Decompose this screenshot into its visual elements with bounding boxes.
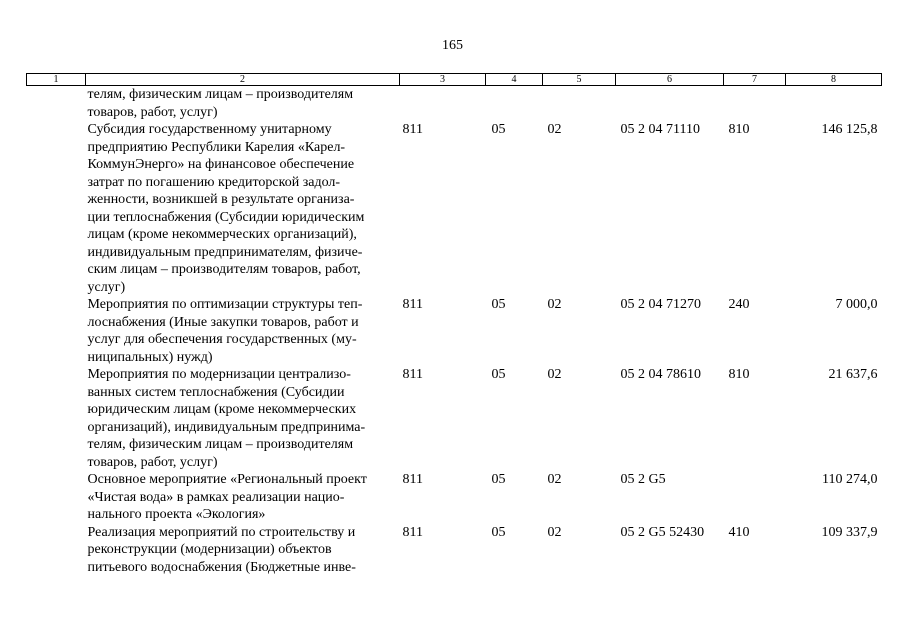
- row-name-line: Основное мероприятие «Региональный проект: [87, 472, 367, 487]
- row-name-line: телям, физическим лицам – производителям: [87, 437, 354, 452]
- row-number-cell: [27, 121, 86, 296]
- row-number-cell: [27, 86, 86, 122]
- amount-cell: 110 274,0: [822, 472, 878, 487]
- row-name-line: телям, физическим лицам – производителям: [87, 87, 354, 102]
- row-number-cell: [27, 471, 86, 524]
- header-col-5: 5: [543, 74, 616, 86]
- page-number: 165: [442, 38, 463, 53]
- row-name-line: Субсидия государственному унитарному: [87, 122, 332, 137]
- expense-type-cell: 410: [728, 524, 750, 540]
- target-article-cell: [616, 86, 724, 122]
- admin-code-cell: 811: [402, 367, 423, 382]
- amount-cell: 7 000,0: [835, 297, 878, 312]
- row-number-cell: [27, 296, 86, 366]
- header-col-8: 8: [786, 74, 882, 86]
- row-name-line: предприятию Республики Карелия «Карел-: [87, 139, 346, 155]
- section-cell: 05: [491, 524, 506, 540]
- section-cell: 05: [491, 297, 506, 312]
- row-name-line: ванных систем теплоснабжения (Субсидии: [87, 384, 345, 400]
- row-name-cell: [86, 86, 400, 122]
- admin-code-cell: 811: [402, 297, 423, 312]
- header-col-1: 1: [27, 74, 86, 86]
- table-row: [27, 524, 882, 577]
- section-cell: [486, 86, 543, 122]
- subsection-cell: 02: [547, 122, 562, 137]
- subsection-cell: 02: [547, 297, 562, 312]
- row-name-line: услуг): [87, 279, 126, 295]
- expense-type-cell: 240: [728, 297, 750, 312]
- table-header: [27, 74, 882, 86]
- target-article-cell: 05 2 G5 52430: [620, 524, 705, 540]
- admin-code-cell: [400, 86, 486, 122]
- section-cell: 05: [491, 367, 506, 382]
- target-article-cell: 05 2 04 71270: [620, 297, 701, 312]
- row-name-cell: [86, 524, 400, 577]
- header-col-2: 2: [86, 74, 400, 86]
- header-col-3: 3: [400, 74, 486, 86]
- table-row: [27, 296, 882, 366]
- row-name-line: ции теплоснабжения (Субсидии юридическим: [87, 209, 365, 225]
- row-name-line: товаров, работ, услуг): [87, 454, 218, 470]
- expense-type-cell: 810: [728, 122, 750, 137]
- amount-cell: [786, 86, 882, 122]
- section-cell: 05: [491, 122, 506, 137]
- row-name-line: питьевого водоснабжения (Бюджетные инве-: [87, 559, 356, 575]
- row-name-line: Мероприятия по модернизации централизо-: [87, 367, 351, 382]
- row-name-line: услуг для обеспечения государственных (му-: [87, 332, 357, 347]
- table-body: [27, 86, 882, 577]
- subsection-cell: 02: [547, 524, 562, 540]
- header-row: [27, 74, 882, 86]
- header-col-4: 4: [486, 74, 543, 86]
- row-name-line: организаций), индивидуальным предпринима-: [87, 419, 366, 435]
- row-name-line: женности, возникшей в результате организа-: [87, 192, 355, 207]
- row-name-line: лицам (кроме некоммерческих организаций),: [87, 227, 357, 242]
- table-row: [27, 471, 882, 524]
- table-row: [27, 121, 882, 296]
- admin-code-cell: 811: [402, 524, 423, 540]
- row-name-line: ниципальных) нужд): [87, 349, 213, 365]
- row-name-line: лоснабжения (Иные закупки товаров, работ и: [87, 314, 359, 330]
- row-name-line: товаров, работ, услуг): [87, 104, 218, 120]
- target-article-cell: 05 2 G5: [620, 472, 666, 487]
- row-name-cell: [86, 471, 400, 524]
- expense-type-cell: 810: [728, 367, 750, 382]
- table-row: [27, 86, 882, 122]
- row-name-line: КоммунЭнерго» на финансовое обеспечение: [87, 157, 355, 172]
- expense-type-cell: [724, 86, 786, 122]
- row-name-line: ским лицам – производителям товаров, работ,: [87, 262, 361, 277]
- section-cell: 05: [491, 472, 506, 487]
- row-name-cell: [86, 366, 400, 471]
- amount-cell: 146 125,8: [821, 122, 878, 137]
- target-article-cell: 05 2 04 78610: [620, 367, 701, 382]
- row-name-line: «Чистая вода» в рамках реализации нацио-: [87, 489, 345, 505]
- subsection-cell: 02: [547, 472, 562, 487]
- budget-table: [26, 73, 882, 576]
- target-article-cell: 05 2 04 71110: [620, 122, 700, 137]
- row-name-cell: [86, 296, 400, 366]
- admin-code-cell: 811: [402, 472, 423, 487]
- amount-cell: 109 337,9: [821, 524, 878, 540]
- subsection-cell: 02: [547, 367, 562, 382]
- row-name-cell: [86, 121, 400, 296]
- row-name-line: Реализация мероприятий по строительству и: [87, 524, 356, 540]
- amount-cell: 21 637,6: [828, 367, 878, 382]
- table-row: [27, 366, 882, 471]
- row-name-line: индивидуальным предпринимателям, физиче-: [87, 244, 363, 260]
- row-name-line: Мероприятия по оптимизации структуры теп-: [87, 297, 363, 312]
- row-number-cell: [27, 524, 86, 577]
- header-col-6: 6: [616, 74, 724, 86]
- admin-code-cell: 811: [402, 122, 423, 137]
- row-name-line: затрат по погашению кредиторской задол-: [87, 174, 341, 190]
- row-name-line: реконструкции (модернизации) объектов: [87, 542, 332, 557]
- expense-type-cell: [724, 471, 786, 524]
- subsection-cell: [543, 86, 616, 122]
- header-col-7: 7: [724, 74, 786, 86]
- row-number-cell: [27, 366, 86, 471]
- row-name-line: юридическим лицам (кроме некоммерческих: [87, 402, 357, 417]
- row-name-line: нального проекта «Экология»: [87, 507, 266, 522]
